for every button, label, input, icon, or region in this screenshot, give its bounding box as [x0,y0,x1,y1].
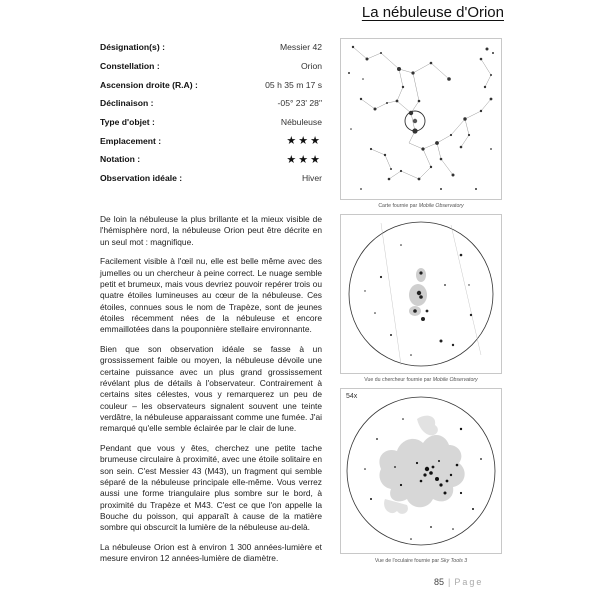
paragraph: Pendant que vous y êtes, cherchez une petite tache brumeuse circulaire à proximité, avec une étoile solitaire en son sein. C'est Messier 43 (M43), un fragment qui semble séparé de la nébuleuse principale elle-même. Vous verrez aussi une forme triangulaire plus sombre sur le bord, à proximité du Trapèze et M43. C'est ce que l'on appelle la Bouche du poisson, qui apparaît à cause de la matière sombre qui obscurcit la lumière de la nébuleuse au-delà. [100,443,322,533]
field-label: Emplacement : [100,135,162,146]
field-row-object-type [100,113,322,132]
field-label: Désignation(s) : [100,42,165,53]
field-label: Ascension droite (R.A) : [100,79,198,90]
article-body [100,214,322,573]
field-value: Orion [300,61,322,72]
field-value: 05 h 35 m 17 s [265,79,322,90]
field-row-right-ascension [100,75,322,94]
object-fields [100,38,322,188]
field-label: Déclinaison : [100,98,154,109]
field-label: Type d'objet : [100,117,155,128]
caption-source: Sky Tools 3 [440,558,468,564]
caption-source: Mobile Observatory [418,203,464,209]
field-row-ideal-observation [100,169,322,188]
paragraph: De loin la nébuleuse la plus brillante et la mieux visible de l'hémisphère nord, la nébuleuse Orion peut être décrite en un seul mot : magnifique. [100,214,322,247]
field-row-declination [100,94,322,113]
caption-prefix: Vue du chercheur fournie par [364,377,433,383]
finder-view-image [340,214,502,374]
field-label: Notation : [100,154,141,165]
field-row-rating [100,150,322,169]
footer-separator: | [448,577,451,587]
caption-source: Mobile Observatory [432,377,478,383]
field-value: -05° 23' 28" [277,98,322,109]
field-value: Messier 42 [279,42,322,53]
page-word: Page [454,577,484,587]
field-row-location [100,131,322,150]
location-rating-stars: ★★★ [286,135,322,148]
page-title: La nébuleuse d'Orion [361,4,504,21]
eyepiece-view-image [340,388,502,554]
page-number: 85 [434,577,445,587]
paragraph: La nébuleuse Orion est à environ 1 300 années-lumière et mesure environ 12 années-lumière de diamètre. [100,542,322,564]
caption-prefix: Vue de l'oculaire fournie par [374,558,441,564]
magnification-label: 54x [346,393,358,400]
field-row-constellation [100,57,322,76]
field-value: Hiver [301,173,322,184]
rating-stars: ★★★ [286,153,322,166]
page-footer [434,577,508,587]
star-map-image [340,38,502,200]
field-label: Constellation : [100,61,160,72]
caption-prefix: Carte fournie par [378,203,419,209]
eyepiece-view-caption [340,558,502,564]
field-row-designation [100,38,322,57]
star-map-caption [340,203,502,209]
field-label: Observation idéale : [100,173,183,184]
paragraph: Facilement visible à l'œil nu, elle est belle même avec des jumelles ou un chercheur à peine correct. Le nuage semble petit et brumeux, mais vous devriez pouvoir repérer trois ou quatre étoiles lumineuses au cœur de la nébuleuse. Ces étoiles, connues sous le nom de Trapèze, sont de jeunes étoiles récemment nées de la nébuleuse et encore emmaillotées dans la pouponnière stellaire environnante. [100,256,322,335]
finder-view-caption [340,377,502,383]
field-value: Nébuleuse [280,117,322,128]
paragraph: Bien que son observation idéale se fasse à un grossissement faible ou moyen, la nébuleuse dévoile une certaine puissance avec un plus grand grossissement révélant plus de détails à l'observateur. Contrairement à certains sites célestes, vous y remarquerez un peu de couleur – les observateurs signalent souvent une teinte verdâtre, la nébuleuse apparaissant comme une fumée. J'ai remarqué qu'elle semble éclairée par le clair de lune. [100,344,322,434]
